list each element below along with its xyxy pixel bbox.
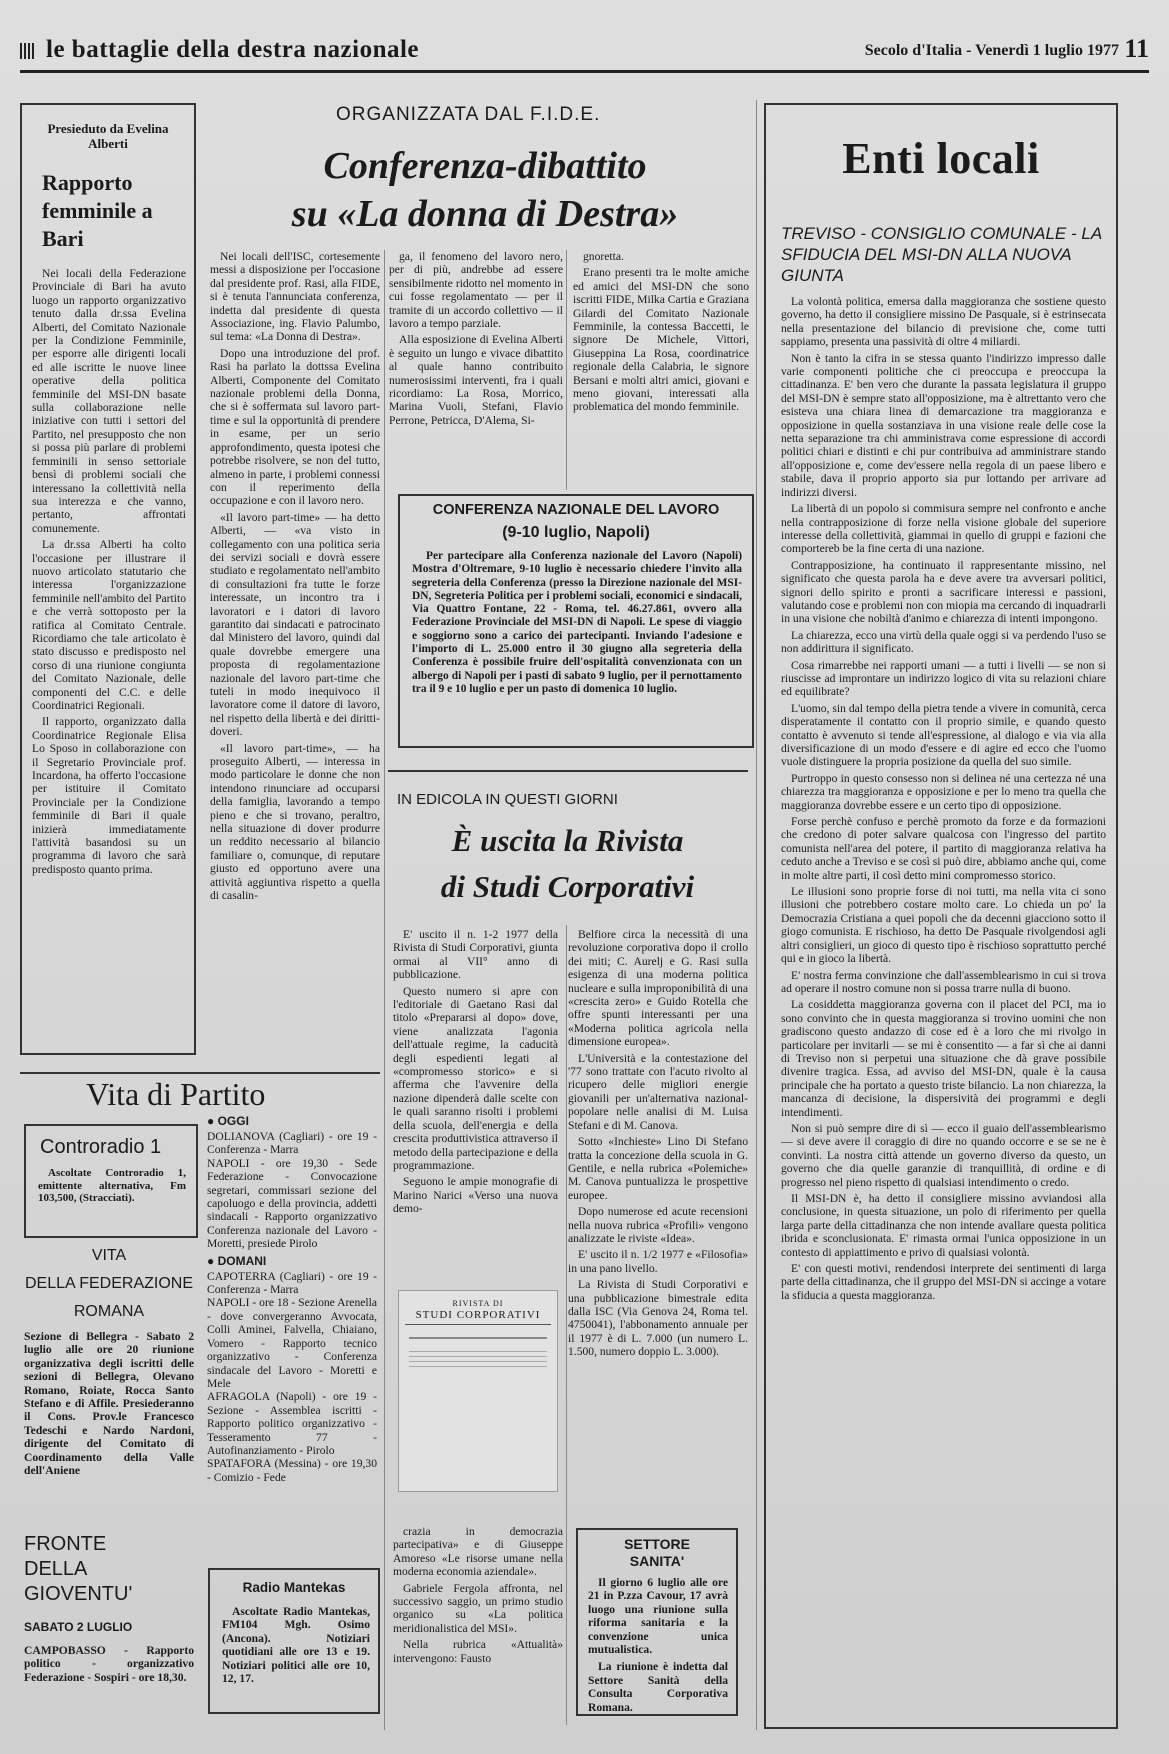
domani-body: CAPOTERRA (Cagliari) - ore 19 - Conferenza - Marra NAPOLI - ore 18 - Sezione Arenella - dove convergeranno Avvocata, Colli Aminei, Falvella, Chiaiano, Vomero - Rapporto tecnico organizzativo - Conferenza sindacale del Lavoro - Moretti e Mele AFRAGOLA (Napoli) - ore 19 - Sezione - Assemblea iscritti - Rapporto politico organizzativo - Tesseramento 77 - Autofinanziamento - Pirolo SPATAFORA (Messina) - ore 19,30 - Comizio - Fede xyxy=(207,1269,377,1484)
mantekas-title: Radio Mantekas xyxy=(242,1580,346,1595)
enti-body xyxy=(781,295,1106,1721)
rivista-continuation xyxy=(393,1525,563,1725)
rivista-paragraph: Nella rubrica «Attualità» intervengono: Fausto xyxy=(393,1638,563,1665)
fide-paragraph: Nei locali dell'ISC, cortesemente messi a disposizione per l'occasione dal presidente prof. Rasi, alla FIDE, si è tenuta l'annunciata conferenza, indetta dal presidente di questa Associazione, ing. Flavio Palumbo, sul tema: «La Donna di Destra». xyxy=(210,250,380,344)
fide-title-line: su «La donna di Destra» xyxy=(291,193,679,235)
fronte-title-line: FRONTE xyxy=(24,1533,107,1555)
federazione-body: Sezione di Bellegra - Sabato 2 luglio alle ore 20 riunione organizzativa degli iscritti delle sezioni di Bellegra, Olevano Romano, Roiate, Rocca Santo Stefano e di Affile. Presiederanno il Cons. Prov.le Francesco Tedeschi e Nardo Nardoni, dirigente del Comitato di Coordinamento della Valle dell'Aniene xyxy=(24,1330,194,1478)
mantekas-body: Ascoltate Radio Mantekas, FM104 Mgh. Osimo (Ancona). Notiziari quotidiani alle ore 13 e 19. Notiziari politici alle ore 10, 12, 17. xyxy=(222,1605,370,1686)
enti-paragraph: Purtroppo in questo consesso non si delinea né una certezza né una chiarezza tra maggioranza e opposizione e per lo meno tra quella che maggioranza dovrebbe essere e un certo tipo di opposizione. xyxy=(781,771,1106,812)
enti-paragraph: L'uomo, sin dal tempo della pietra tende a vivere in comunità, cerca disperatamente il contatto con il proprio simile, e quando questo contatto è avvenuto si tende all'espressione, al dialogo e via via alla diversificazione di un modo d'essere e di agire ed ecco che l'uomo vuole distinguere la propria posizione da quella del suo simile. xyxy=(781,701,1106,769)
magazine-cover-rule xyxy=(409,1351,547,1352)
sanita-box xyxy=(576,1528,738,1716)
bari-paragraph: Nei locali della Federazione Provinciale di Bari ha avuto luogo un rapporto organizzativo tenuto dalla dr.ssa Evelina Alberti, del Comitato Nazionale per la Condizione Femminile, per esporre alle dirigenti locali ed alle iscritte le nuove linee operative della politica femminile del MSI-DN basate sulla collaborazione nelle iniziative con tutti i settori del Partito, nel presupposto che non si possa più parlare di problemi femminili in senso settoriale bensì di problemi sociali che interessano la collettività nella sua interezza e che vanno, pertanto, affrontati comunemente. xyxy=(32,267,186,535)
rivista-paragraph: crazia in democrazia partecipativa» e di Giuseppe Amoreso «Le risorse umane nella moderna economia aziendale». xyxy=(393,1525,563,1579)
rivista-paragraph: Seguono le ampie monografie di Marino Narici «Verso una nuova demo- xyxy=(393,1175,558,1216)
bari-paragraph: Il rapporto, organizzato dalla Coordinatrice Regionale Elisa Lo Sposo in collaborazione con il Segretario Provinciale prof. Incardona, ha offerto l'occasione per istituire il Comitato Provinciale per la Condizione femminile di Bari il quale inizierà immediatamente l'attività basandosi su un programma di lavoro che sarà predisposto quanto prima. xyxy=(32,715,186,876)
domani-label: ● DOMANI xyxy=(207,1253,267,1268)
bari-paragraph: La dr.ssa Alberti ha colto l'occasione per illustrare il nuovo articolato statutario che interessa l'organizzazione femminile nell'ambito del Partito e che verrà sottoposto per la ratifica al Comitato Centrale. Ricordiamo che tale articolato è stato discusso e predisposto nel corso di una riunione congiunta del Comitato Nazionale, delle componenti del C.C. e delle Coordinatrici Regionali. xyxy=(32,538,186,712)
fide-paragraph: Erano presenti tra le molte amiche ed amici del MSI-DN che sono iscritti FIDE, Milka Cartia e Graziana Gilardi del Comitato Nazionale Femminile, la contessa Baccetti, le signore De Michele, Vittori, Giuseppina La Rosa, coordinatrice regionale della Calabria, le signore Bersani e molti altri amici, giovani e meno giovani, interessati alla problematica del mondo femminile. xyxy=(573,266,749,414)
fide-column-3 xyxy=(573,250,749,490)
fide-column-2 xyxy=(389,250,563,490)
fide-paragraph: ga, il fenomeno del lavoro nero, per di più, andrebbe ad essere sensibilmente ridotto nel momento in cui fosse regolamentato — per il tramite di un accordo collettivo — il lavoro a tempo parziale. xyxy=(389,250,563,331)
enti-paragraph: E' nostra ferma convinzione che dall'assemblearismo in cui si trova ad operare il nostro comune non si possa trarre nulla di buono. xyxy=(781,968,1106,995)
fide-paragraph: Alla esposizione di Evelina Alberti è seguito un lungo e vivace dibattito al quale hanno contribuito numerosissimi interventi, fra i quali ricordiamo: La Rosa, Morrico, Marina Vuoli, Stefani, Flavio Perrone, Petricca, D'Alema, Si- xyxy=(389,333,563,427)
rivista-paragraph: Dopo numerose ed acute recensioni nella nuova rubrica «Profili» vengono analizzate le riviste «Idea». xyxy=(568,1205,748,1245)
enti-paragraph: Non è tanto la cifra in se stessa quanto l'indirizzo impresso dalle varie componenti politiche che ci preoccupa e preoccupa la cittadinanza. E' ben vero che durante la passata legislatura il gruppo del MSI-DN è sempre stato all'opposizione, ma è altrettanto vero che esisteva una chiara linea di demarcazione tra maggioranza e opposizione in quella sostanziava in una visione reale delle cose la netta separazione tra chi amministrava come espressione di accordi politici chiari e distinti e chi pur contribuiva ad amministrare stando all'opposizione e, come dev'essere nella regola di un paese libero e stabile, dava il proprio apporto sia pur lottando per arrivare ad indirizzi diversi. xyxy=(781,351,1106,499)
rivista-paragraph: E' uscito il n. 1-2 1977 della Rivista di Studi Corporativi, giunta ormai al VII° anno di pubblicazione. xyxy=(393,928,558,982)
rivista-title-line: È uscita la Rivista xyxy=(451,823,684,858)
radio-mantekas-box xyxy=(208,1568,380,1714)
bari-kicker: Presieduto da Evelina Alberti xyxy=(47,121,169,151)
magazine-cover-title: STUDI CORPORATIVI xyxy=(405,1309,551,1325)
bari-title: Rapporto femminile a Bari xyxy=(42,170,153,251)
rivista-paragraph: Sotto «Inchieste» Lino Di Stefano tratta la concezione della scuola in G. Gentile, e nella rubrica «Polemiche» M. Canova puntualizza le prospettive europee. xyxy=(568,1135,748,1202)
newspaper-date: Secolo d'Italia - Venerdì 1 luglio 1977 xyxy=(864,42,1119,59)
enti-kicker: TREVISO - CONSIGLIO COMUNALE - LA SFIDUCIA DEL MSI-DN ALLA NUOVA GIUNTA xyxy=(781,224,1102,285)
masthead-square-icon xyxy=(20,43,36,59)
fide-paragraph: «Il lavoro part-time», — ha proseguito Alberti, — interessa in modo particolare le donne che non intendono rinunciare ad occuparsi della famiglia, lavorando a tempo pieno e che si trovano, peraltro, nella situazione di dover produrre un reddito necessario al bilancio familiare o, comunque, di reputare giusto ed opportuno avere una attività aggiuntiva rispetto a quella di casalin- xyxy=(210,741,380,903)
enti-paragraph: Cosa rimarrebbe nei rapporti umani — a tutti i livelli — se non si riuscisse ad improntare un indirizzo logico di vita su relazioni chiare ed equilibrate? xyxy=(781,658,1106,699)
rivista-kicker: IN EDICOLA IN QUESTI GIORNI xyxy=(397,791,618,808)
fide-column-1 xyxy=(210,250,380,1045)
fronte-title-line: GIOVENTU' xyxy=(24,1583,133,1605)
rivista-paragraph: Questo numero si apre con l'editoriale di Gaetano Rasi dal titolo «Prepararsi al dopo» dove, viene analizzata l'agonia dell'attuale regime, la caducità degli espedienti legati al «compromesso storico» e si afferma che l'avvenire della nazione dipenderà dalle scelte con le quali saranno risolti i problemi della scuola, dell'energia e della crescita produttivistica attraverso il metodo della partecipazione e della programmazione. xyxy=(393,984,558,1172)
enti-paragraph: Forse perchè confuso e perchè promoto da forze e da formazioni che credono di poter salvare qualcosa con l'ingresso del partito comunista nell'area del potere, il partito di maggioranza relativa ha ceduto anche a Treviso e se così si può dire, abbiamo anche qui, come in molte altre parti, il così detto mini compromesso storico. xyxy=(781,815,1106,882)
bari-article-box xyxy=(20,103,196,1055)
lavoro-dates: (9-10 luglio, Napoli) xyxy=(502,524,650,541)
controradio-body: Ascoltate Controradio 1, emittente alternativa, Fm 103,500, (Stracciati). xyxy=(38,1167,186,1204)
enti-paragraph: La chiarezza, ecco una virtù della quale oggi si va perdendo l'uso se non addirittura il significato. xyxy=(781,628,1106,656)
lavoro-title: CONFERENZA NAZIONALE DEL LAVORO xyxy=(432,502,720,518)
enti-title: Enti locali xyxy=(842,134,1040,183)
enti-paragraph: Non si può sempre dire di sì — ecco il guaio dell'assemblearismo — si deve avere il coraggio di dire no quando occorre e se se ne è convinti. La nostra città attende un governo diverso da questo, un governo che dia quelle garanzie di tranquillità, di ordine e di progresso nel pieno rispetto di qualsiasi intendimento o credo. xyxy=(781,1121,1106,1189)
rivista-title xyxy=(395,818,740,910)
fronte-title-line: DELLA xyxy=(24,1558,88,1580)
rivista-paragraph: La Rivista di Studi Corporativi e una pubblicazione bimestrale edita dalla ISC (Via Genova 24, Roma tel. 4750041), l'abbonamento annuale per il 1977 è di L. 7.000 (un numero L. 1.500, numero doppio L. 3.000). xyxy=(568,1278,748,1359)
fide-paragraph: gnoretta. xyxy=(583,250,624,263)
enti-paragraph: Il MSI-DN è, ha detto il consigliere missino avviandosi alla conclusione, in questa situazione, un polo di riferimento per quella larga parte della cittadinanza che non intende avallare questa politica ibrida e sconclusionata. E' rimasta ormai l'unica opposizione in un contesto di appiattimento e privo di qualsiasi volontà. xyxy=(781,1192,1106,1259)
fronte-date: SABATO 2 LUGLIO xyxy=(24,1620,133,1634)
enti-paragraph: Le illusioni sono proprie forse di noi tutti, ma nella vita ci sono illusioni che potrebbero costare molto care. Lo chieda un po' la Democrazia Cristiana a quei popoli che da decenni giacciono sotto il giogo comunista. E rischioso, ha detto De Pasquale rivolgendosi agli altri consiglieri, un gioco di questo tipo è rischioso soprattutto perché qui e in gioco la libertà. xyxy=(781,885,1106,966)
page-header xyxy=(20,34,1149,73)
oggi-body: DOLIANOVA (Cagliari) - ore 19 - Conferenza - Marra NAPOLI - ore 19,30 - Sede Federazione - Convocazione segretari, commissari sezione del capoluogo e della provincia, addetti sindacali - Rapporto organizzativo Conferenza nazionale del Lavoro - Moretti, presiede Pirolo xyxy=(207,1130,377,1251)
rivista-paragraph: L'Università e la contestazione del '77 sono trattate con l'acuto rivolto al ricupero delle migliori energie giovanili per un'alternativa nazional-popolare nelle analisi di M. Luisa Stefani e di M. Canova. xyxy=(568,1051,748,1132)
controradio-box xyxy=(24,1124,198,1238)
rivista-paragraph: Belfiore circa la necessità di una revoluzione corporativa dopo il crollo dei miti; C. Aurelj e G. Rasi sulla esigenza di una moderna politica nucleare e sulla improponibilità di una «crescita zero» e Guido Rotella che offre spunti interessanti per una «Moderna politica agricola nella dimensione europea». xyxy=(568,928,748,1049)
federazione-title-line: VITA xyxy=(91,1247,127,1264)
column-rule xyxy=(566,925,567,1725)
agenda-column xyxy=(207,1114,377,1514)
fide-paragraph: «Il lavoro part-time» — ha detto Alberti, — «va visto in collegamento con una politica seria dei servizi sociali e dovrà essere studiato e regolamentato nell'ambito di consultazioni fra tutte le forze interessate, un incontro tra i lavoratori e i datori di lavoro garantito dai sindacati e patrocinato dal Ministero del lavoro, quindi dal quale dovrebbe emergere una proposta di regolamentazione nazionale del lavoro part-time che tuteli in modo inequivoco il lavoratore come il datore di lavoro, nel rispetto della libertà e dei diritti-doveri. xyxy=(210,510,380,739)
sanita-body: La riunione è indetta dal Settore Sanità della Consulta Corporativa Romana. xyxy=(588,1660,728,1714)
rivista-paragraph: Gabriele Fergola affronta, nel successivo saggio, un primo studio organico su «La politica meridionalistica del MSI». xyxy=(393,1581,563,1635)
section-title-text: le battaglie della destra nazionale xyxy=(46,36,420,63)
vita-title: Vita di Partito xyxy=(86,1076,266,1112)
magazine-cover-rule xyxy=(409,1361,547,1362)
section-title xyxy=(20,36,419,64)
rivista-title-line: di Studi Corporativi xyxy=(440,869,695,904)
fide-title-line: Conferenza-dibattito xyxy=(323,145,647,187)
column-rule xyxy=(384,250,385,1730)
sanita-title: SETTORE SANITA' xyxy=(624,1536,690,1569)
magazine-cover-small: RIVISTA DI xyxy=(452,1299,504,1308)
federazione-title-line: DELLA FEDERAZIONE xyxy=(24,1275,194,1292)
magazine-cover-image xyxy=(398,1290,558,1492)
enti-paragraph: La libertà di un popolo si commisura sempre nel confronto e anche nella contrapposizione di forze nella visione globale del superiore interesse della collettività, giammai in quello di gruppi e fazioni che comportereb be la fine certa di una nazione. xyxy=(781,502,1106,556)
magazine-cover-rule xyxy=(409,1356,547,1357)
enti-paragraph: Contrapposizione, ha continuato il rappresentante missino, nel significato che questa parola ha e deve avere tra avversari politici, signori dello spirito e pronti a sacrificare interessi e passioni, valutando cose e problemi non con miopia ma cercando di inquadrarli in una visione che nobiltà d'animo e chiarezza di intenti impongono. xyxy=(781,558,1106,626)
enti-paragraph: La cosiddetta maggioranza governa con il placet del PCI, ma io sono convinto che in questa maggioranza si trovino uomini che non gradiscono questo andazzo di cose ed è a loro che mi rivolgo in particolare per invitarli — se mi è consentito — a far sì che ai danni di Treviso non si perpetui una situazione che dà grave possibile divenire tragica. Essa, ad avviso del MSI-DN, quale è la causa principale che ha portato a questo triste bilancio. La non chiarezza, la mancanza di decisione, la dispersività dei programmi e degli intendimenti. xyxy=(781,998,1106,1119)
enti-locali-box xyxy=(764,103,1118,1729)
bari-body xyxy=(32,267,186,1045)
divider xyxy=(388,770,748,772)
fide-kicker: ORGANIZZATA DAL F.I.D.E. xyxy=(336,104,601,125)
enti-paragraph: La volontà politica, emersa dalla maggioranza che sostiene questo governo, ha detto il consigliere missino De Pasquale, si è estrinsecata nella presentazione del bilancio di previsione che, come tutti sappiamo, presenta una passività di oltre 4 miliardi. xyxy=(781,295,1106,349)
lavoro-notice-box xyxy=(398,494,754,748)
fronte-title xyxy=(24,1532,132,1607)
rivista-column-1 xyxy=(393,928,558,1216)
fide-paragraph: Dopo una introduzione del prof. Rasi ha parlato la dottssa Evelina Alberti, Componente del Comitato nazionale problemi della Donna, che si è soffermata sul lavoro part-time e sul la opportunità di prendere in esame, per un serio approfondimento, questa ipotesi che potrebbe risolvere, se non del tutto, almeno in parte, i problemi connessi con il reperimento della occupazione e con il lavoro nero. xyxy=(210,346,380,508)
rivista-column-2 xyxy=(568,928,748,1406)
column-rule xyxy=(566,250,567,490)
magazine-cover-rule xyxy=(409,1366,547,1367)
fronte-body: CAMPOBASSO - Rapporto politico - organizzativo Federazione - Sospiri - ore 18,30. xyxy=(24,1644,194,1684)
fide-title xyxy=(240,142,730,238)
page-number: 11 xyxy=(1124,34,1149,63)
federazione-title-line: ROMANA xyxy=(73,1303,145,1320)
controradio-title: Controradio 1 xyxy=(40,1136,162,1158)
magazine-cover-rule xyxy=(409,1337,547,1339)
sanita-body: Il giorno 6 luglio alle ore 21 in P.zza Cavour, 17 avrà luogo una riunione sulla riforma sanitaria e la convenzione unica mutualistica. xyxy=(588,1576,728,1657)
oggi-label: ● OGGI xyxy=(207,1114,249,1128)
lavoro-body: Per partecipare alla Conferenza nazionale del Lavoro (Napoli) Mostra d'Oltremare, 9-10 luglio è necessario chiedere l'invito alla segreteria della Conferenza (presso la Direzione nazionale del MSI-DN, Segreteria Politica per i problemi sociali, economici e sindacali, Via Quattro Fontane, 22 - Roma, tel. 46.27.861, ovvero alla Federazione Provinciale del MSI-DN di Napoli. Le spese di viaggio e soggiorno sono a carico dei partecipanti. Inviando l'adesione e l'importo di L. 25.000 entro il 30 giugno alla segreteria della Conferenza è possibile fruire dell'ospitalità convenzionata con un albergo di Napoli per i pasti di sabato 9 luglio, per il pernottamento tra il 9 e 10 luglio e per un pasto di domenica 10 luglio. xyxy=(412,550,742,695)
column-rule xyxy=(756,100,757,1730)
enti-paragraph: E' con questi motivi, rendendosi interprete dei sentimenti di larga parte della cittadinanza, che il gruppo del MSI-DN si accinge a votare la sfiducia a questa maggioranza. xyxy=(781,1262,1106,1302)
divider xyxy=(20,1072,380,1074)
federazione-title xyxy=(20,1242,198,1326)
rivista-paragraph: E' uscito il n. 1/2 1977 e «Filosofia» in una pano livello. xyxy=(568,1248,748,1275)
